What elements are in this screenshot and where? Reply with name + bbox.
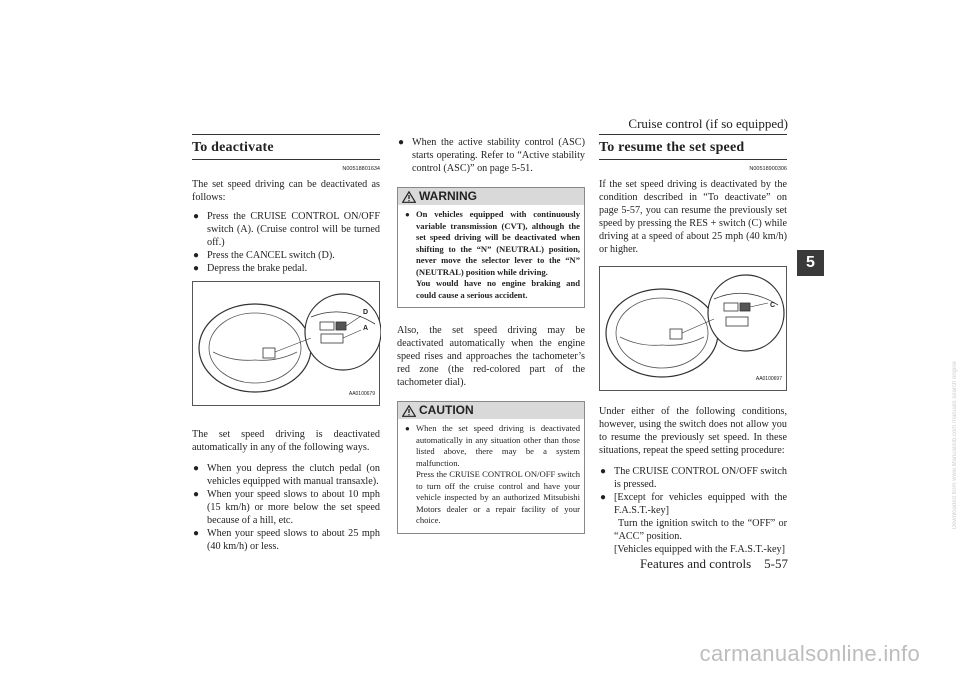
bullet-icon: ● [193, 250, 200, 261]
bullet-icon: ● [193, 263, 200, 274]
caution-header [398, 402, 584, 419]
column-1 [192, 134, 380, 553]
resume-text: If the set speed driving is deactivated by the condition described in “To deactivate” on page 5-57, you can resume the previously set speed by pressing the RES + switch (C) while driving at a speed of about 25 mph (40 km/h) or higher. [599, 179, 787, 255]
caution-triangle-icon [402, 405, 416, 417]
steering-wheel-figure [192, 281, 380, 406]
warning-title: WARNING [419, 189, 477, 203]
auto-deactivate-text: The set speed driving is deactivated automatically in any of the following ways. [192, 429, 380, 453]
label-c: C [770, 302, 776, 309]
list-item: ● When the active stability control (ASC) starts operating. Refer to “Active stability control (ASC)” on page 5-51. [398, 137, 585, 174]
steering-wheel-icon [600, 267, 788, 390]
list-item: ● When the set speed driving is deactivated automatically in any situation other than those listed above, there may be a system malfunction. Press the CRUISE CONTROL ON/OFF switch to turn off the cruise control and have your vehicle inspected by an authorized Mitsubishi Motors dealer or a repair facility of your choice. [405, 423, 580, 525]
steering-wheel-figure-resume [599, 266, 787, 391]
caution-title: CAUTION [419, 403, 474, 417]
column-2 [397, 136, 585, 534]
list-item: ● When your speed slows to about 25 mph (40 km/h) or less. [193, 528, 380, 552]
list-item: ● [Except for vehicles equipped with the F.A.S.T.-key] Turn the ignition switch to the “OFF” or “ACC” position. [Vehicles equipped with the F.A.S.T.-key] [600, 492, 787, 555]
page-number: 5-57 [764, 556, 788, 571]
warning-header [398, 188, 584, 205]
steering-wheel-icon [193, 282, 381, 405]
asc-list [397, 136, 585, 175]
figure-code: AA0100697 [755, 376, 782, 382]
watermark: carmanualsonline.info [699, 641, 920, 666]
list-item: ● Press the CRUISE CONTROL ON/OFF switch (A). (Cruise control will be turned off.) [193, 211, 380, 248]
conditions-text: Under either of the following conditions, however, using the switch does not allow you to resume the previously set speed. In these situations, repeat the speed setting procedure: [599, 406, 787, 456]
bullet-icon: ● [405, 210, 410, 219]
list-item: ● On vehicles equipped with continuously variable transmission (CVT), although the set speed driving will be deactivated when shifting to the “N” (NEUTRAL) position, never move the selector lever to the “N” (NEUTRAL) position while driving. You would have no engine braking and could cause a serious accident. [405, 209, 580, 300]
tachometer-text: Also, the set speed driving may be deactivated automatically when the engine speed rises and approaches the tachometer’s red zone (the red-colored part of the tachometer dial). [397, 325, 585, 388]
header-title: Cruise control (if so equipped) [628, 116, 788, 131]
footer-section: Features and controls [639, 556, 752, 571]
list-item: ● When your speed slows to about 10 mph (15 km/h) or more below the set speed because of a hill, etc. [193, 489, 380, 526]
bullet-icon: ● [193, 463, 200, 474]
warning-triangle-icon [402, 191, 416, 203]
bullet-icon: ● [600, 492, 607, 503]
bullet-icon: ● [405, 424, 410, 433]
label-a: A [363, 325, 369, 332]
bullet-icon: ● [398, 137, 405, 148]
section-code: N00518900306 [749, 166, 787, 172]
warning-list [404, 209, 580, 301]
figure-code: AA0100679 [348, 391, 375, 397]
label-d: D [363, 309, 369, 316]
caution-list [404, 423, 580, 527]
chapter-tab: 5 [797, 250, 824, 276]
deactivate-list [192, 210, 380, 275]
side-watermark: Downloaded from www.Manualslib.com manuals search engine [952, 360, 958, 529]
list-item: ● When you depress the clutch pedal (on vehicles equipped with manual transaxle). [193, 463, 380, 487]
bullet-icon: ● [193, 489, 200, 500]
section-code: N00518801634 [342, 166, 380, 172]
caution-body [398, 419, 584, 533]
warning-body [398, 205, 584, 307]
heading-to-deactivate: To deactivate [192, 134, 380, 160]
bullet-icon: ● [193, 528, 200, 539]
caution-box [397, 401, 585, 534]
list-item: ● Press the CANCEL switch (D). [193, 250, 335, 261]
bullet-icon: ● [600, 466, 607, 477]
warning-box [397, 187, 585, 308]
heading-resume-set-speed: To resume the set speed [599, 134, 787, 160]
list-item: ● The CRUISE CONTROL ON/OFF switch is pressed. [600, 466, 787, 490]
conditions-list [599, 465, 787, 556]
footer [640, 556, 788, 572]
intro-text: The set speed driving can be deactivated as follows: [192, 179, 380, 203]
list-item: ● Depress the brake pedal. [193, 263, 308, 274]
column-3 [599, 134, 787, 556]
auto-deactivate-list [192, 462, 380, 553]
bullet-icon: ● [193, 211, 200, 222]
